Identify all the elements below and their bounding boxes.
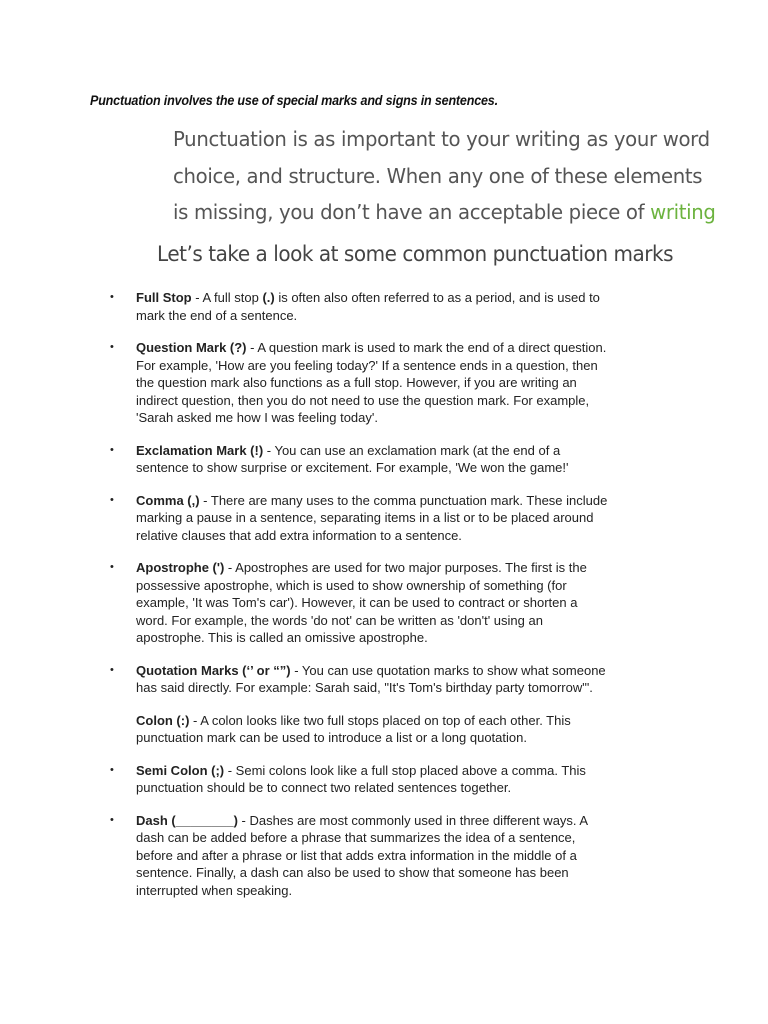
item-line: has said directly. For example: Sarah said, "It's Tom's birthday party tomorrow"'. bbox=[136, 680, 593, 695]
item-line: interrupted when speaking. bbox=[136, 882, 293, 898]
item-term: Apostrophe (') bbox=[136, 560, 225, 575]
quote-highlight-word: writing bbox=[650, 200, 716, 224]
bullet: • bbox=[110, 813, 114, 826]
bullet: • bbox=[110, 663, 114, 676]
item-line: indirect question, then you do not need to use the question mark. For example, bbox=[136, 392, 590, 408]
item-term: Colon (:) bbox=[136, 712, 190, 728]
item-line: relative clauses that add extra information to a sentence. bbox=[136, 527, 462, 543]
item-line bbox=[136, 289, 648, 307]
item-text: - A question mark is used to mark the end of a direct question. bbox=[246, 340, 607, 355]
item-line: 'Sarah asked me how I was feeling today'. bbox=[136, 410, 378, 425]
item-line: word. For example, the words 'do not' can be written as 'don't' using an bbox=[136, 612, 543, 628]
list-item-question-mark bbox=[108, 339, 648, 427]
list-item-semi-colon bbox=[108, 762, 648, 797]
item-line bbox=[136, 559, 648, 577]
quote-line: Punctuation is as important to your writing as your word bbox=[173, 127, 710, 151]
item-text: is often also often referred to as a period, and is used to bbox=[274, 290, 600, 305]
list-item-colon bbox=[108, 712, 648, 747]
quote-line bbox=[173, 194, 744, 231]
item-line: the question mark also functions as a full stop. However, if you are writing an bbox=[136, 375, 577, 390]
item-line: punctuation mark can be used to introduce a list or a long quotation. bbox=[136, 730, 527, 745]
quote-line-text: is missing, you don’t have an acceptable piece of bbox=[173, 200, 651, 224]
item-line: sentence to show surprise or excitement. For example, 'We won the game!' bbox=[136, 460, 569, 475]
bullet: • bbox=[110, 443, 114, 456]
item-symbol: (.) bbox=[262, 290, 275, 305]
bullet: • bbox=[110, 493, 114, 506]
list-item-full-stop bbox=[108, 289, 648, 324]
item-line: punctuation should be to connect two related sentences together. bbox=[136, 780, 512, 795]
item-term: Comma (,) bbox=[136, 492, 200, 508]
item-text: - A full stop bbox=[191, 290, 263, 305]
quote-line: choice, and structure. When any one of these elements bbox=[173, 163, 703, 188]
item-line: mark the end of a sentence. bbox=[136, 307, 298, 323]
item-text: - Semi colons look like a full stop placed above a comma. This bbox=[224, 762, 586, 778]
punctuation-list bbox=[108, 289, 648, 914]
list-item-dash bbox=[108, 812, 648, 900]
list-item-apostrophe bbox=[108, 559, 648, 647]
item-line bbox=[136, 442, 648, 460]
item-text: - A colon looks like two full stops placed on top of each other. This bbox=[189, 712, 571, 728]
item-line: dash can be added before a phrase that summarizes the idea of a sentence, bbox=[136, 830, 576, 845]
page-heading: Punctuation involves the use of special marks and signs in sentences. bbox=[90, 93, 498, 108]
item-text: - You can use an exclamation mark (at the end of a bbox=[263, 442, 561, 458]
item-line: possessive apostrophe, which is used to show ownership of something (for bbox=[136, 577, 567, 593]
item-text: - You can use quotation marks to show what someone bbox=[290, 662, 606, 678]
item-line bbox=[136, 492, 648, 510]
item-line bbox=[136, 662, 648, 680]
list-item-quotation-marks bbox=[108, 662, 648, 697]
item-line: For example, 'How are you feeling today?' If a sentence ends in a question, then bbox=[136, 357, 598, 373]
item-term: Question Mark (?) bbox=[136, 340, 247, 355]
list-item-comma bbox=[108, 492, 648, 545]
item-line bbox=[136, 762, 648, 780]
item-term: Full Stop bbox=[136, 290, 192, 305]
item-line: marking a pause in a sentence, separating items in a list or to be placed around bbox=[136, 510, 594, 525]
bullet: • bbox=[110, 763, 114, 776]
item-line bbox=[136, 712, 648, 730]
bullet: • bbox=[110, 561, 114, 573]
item-line: apostrophe. This is called an omissive apostrophe. bbox=[136, 630, 428, 645]
item-line: example, 'It was Tom's car'). However, it can be used to contract or shorten a bbox=[136, 595, 578, 610]
bullet: • bbox=[110, 291, 114, 303]
item-text: - Apostrophes are used for two major purposes. The first is the bbox=[224, 560, 587, 575]
item-term: Exclamation Mark (!) bbox=[136, 442, 264, 458]
bullet: • bbox=[110, 341, 114, 353]
item-line bbox=[136, 339, 648, 357]
list-item-exclamation-mark bbox=[108, 442, 648, 477]
item-line bbox=[136, 812, 648, 830]
item-line: sentence. Finally, a dash can also be used to show that someone has been bbox=[136, 865, 569, 880]
item-text: - There are many uses to the comma punctuation mark. These include bbox=[199, 492, 608, 508]
item-term: Semi Colon (;) bbox=[136, 762, 225, 778]
section-subheading: Let’s take a look at some common punctuation marks bbox=[157, 242, 674, 267]
item-line: before and after a phrase or list that adds extra information in the middle of a bbox=[136, 847, 577, 863]
item-term: Dash (________) bbox=[136, 812, 238, 828]
item-term: Quotation Marks (‘’ or “”) bbox=[136, 662, 291, 678]
item-text: - Dashes are most commonly used in three different ways. A bbox=[237, 812, 589, 828]
quote-block bbox=[173, 121, 744, 231]
